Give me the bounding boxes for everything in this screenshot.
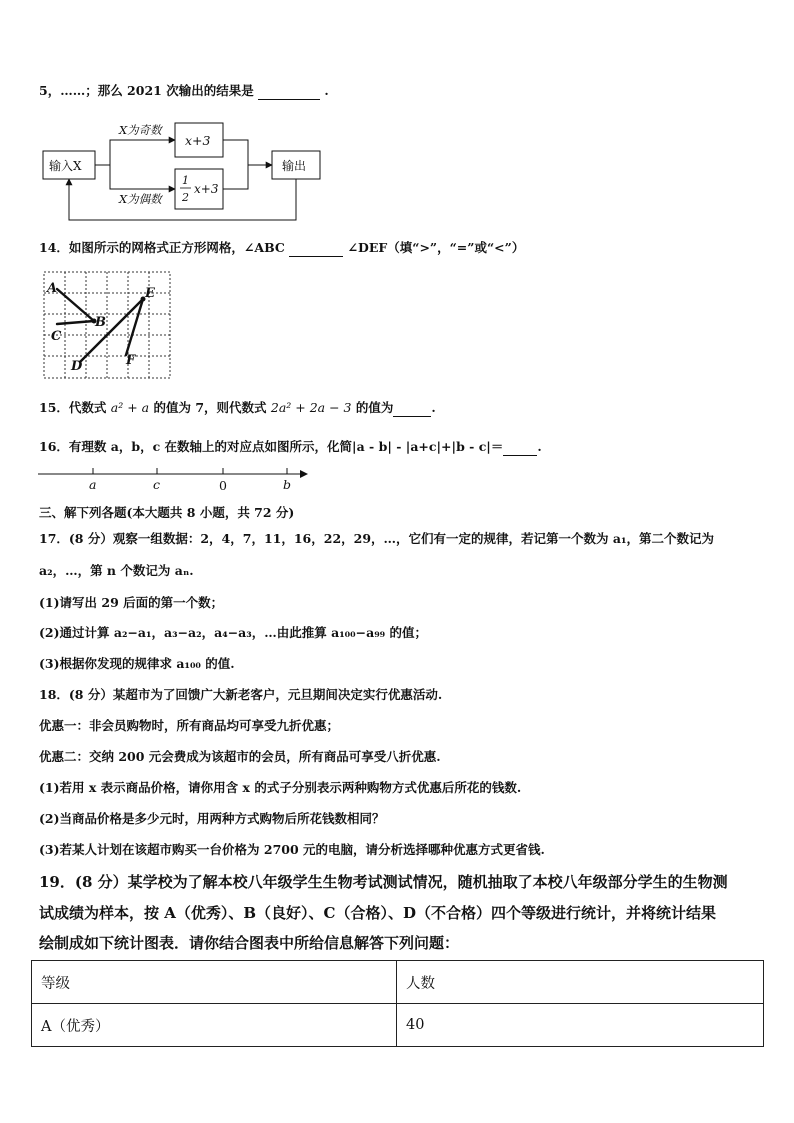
q17-line1: 17．(8 分）观察一组数据：2，4，7，11，16，22，29，…，它们有一定的规律，若记第一个数为 a₁，第二个数记为 [39,531,714,546]
table-header-count: 人数 [397,961,764,1004]
flow-even-rest: x+3 [194,182,219,196]
q18-part1: (1)若用 x 表示商品价格，请你用含 x 的式子分别表示两种购物方式优惠后所花的钱数. [39,780,522,795]
point-B-label: B [95,315,106,330]
q18-part3: (3)若某人计划在该超市购买一台价格为 2700 元的电脑，请分析选择哪种优惠方式更省钱. [39,842,545,857]
point-D-label: D [71,359,83,374]
point-F-label: F [126,353,136,368]
flow-input-label: 输入X [49,159,82,173]
point-E-label: E [145,286,155,301]
table-header-row [32,961,764,1004]
q16-number-line [0,0,794,500]
q18-part2: (2)当商品价格是多少元时，用两种方式购物后所花钱数相同？ [39,811,385,826]
section-heading: 三、解下列各题(本大题共 8 小题，共 72 分) [39,505,295,520]
q17-part3: (3)根据你发现的规律求 a₁₀₀ 的值. [39,656,235,671]
q13-prefix: 5，……；那么 2021 次输出的结果是 [39,83,254,98]
q17-line2: a₂，…，第 n 个数记为 aₙ. [39,563,194,578]
numline-c: c [153,477,161,492]
q15-expr2: 2a² + 2a − 3 [270,400,352,415]
table-row [32,1004,764,1047]
flow-odd-expr: x+3 [185,133,211,148]
q19-line3: 绘制成如下统计图表．请你结合图表中所给信息解答下列问题： [39,934,460,952]
flow-even-num: 1 [182,174,189,187]
q18-offer2: 优惠二：交纳 200 元会费成为该超市的会员，所有商品可享受八折优惠. [39,749,441,764]
flow-odd-cond: X为奇数 [119,123,162,137]
point-C-label: C [51,329,62,344]
numline-zero: 0 [219,478,227,493]
table-cell-grade: A（优秀） [32,1004,397,1047]
numline-a: a [89,477,97,492]
q18-line1: 18．(8 分）某超市为了回馈广大新老客户，元旦期间决定实行优惠活动. [39,687,443,702]
q19-line1: 19．(8 分）某学校为了解本校八年级学生生物考试测试情况，随机抽取了本校八年级部分学生的生物测 [39,873,728,891]
q14-text-a: 14．如图所示的网格式正方形网格，∠ABC [39,240,285,255]
numline-b: b [283,477,292,492]
q15-text-a: 15．代数式 [39,400,107,415]
flow-output-label: 输出 [282,159,307,173]
grade-table [31,960,764,1047]
q16-text-main: 16．有理数 a，b，c 在数轴上的对应点如图所示，化简|a - b| - |a+c|+|b - c|＝ [39,439,504,454]
q15-text-b: 的值为 7，则代数式 [153,400,267,415]
q16-suffix: . [537,439,542,454]
q17-part2: (2)通过计算 a₂−a₁，a₃−a₂，a₄−a₃，…由此推算 a₁₀₀−a₉₉ 的值； [39,625,427,640]
table-header-grade: 等级 [32,961,397,1004]
q15-expr1: a² + a [110,400,150,415]
table-cell-count: 40 [397,1004,764,1047]
q13-suffix: . [324,83,329,98]
q15-text-c: 的值为 [355,400,394,415]
q18-offer1: 优惠一：非会员购物时，所有商品均可享受九折优惠； [39,718,340,733]
q15-text-d: . [431,400,436,415]
q17-part1: (1)请写出 29 后面的第一个数； [39,595,224,610]
flow-even-cond: X为偶数 [119,192,162,206]
flow-even-den: 2 [182,191,189,204]
q14-text-b: ∠DEF（填“>”，“=”或“<”） [347,240,525,255]
point-A-label: A [47,281,58,296]
q19-line2: 试成绩为样本，按 A（优秀）、B（良好）、C（合格）、D（不合格）四个等级进行统计，并将统计结果 [39,904,716,922]
